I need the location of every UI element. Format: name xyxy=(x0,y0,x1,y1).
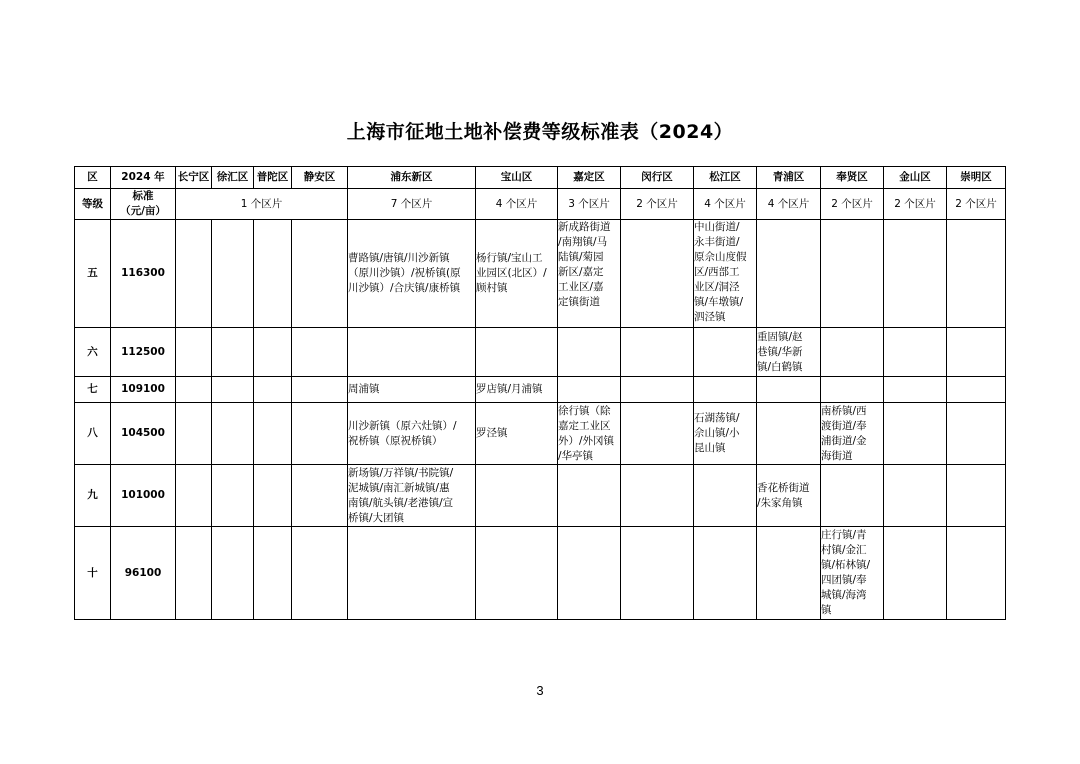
empty-cell xyxy=(212,465,254,527)
empty-cell xyxy=(254,377,292,403)
pudong-towns: 新场镇/万祥镇/书院镇/ 泥城镇/南汇新城镇/惠 南镇/航头镇/老港镇/宣 桥镇/大团镇 xyxy=(348,465,476,527)
header-district-jiading: 嘉定区 xyxy=(558,167,621,189)
empty-cell xyxy=(947,328,1006,377)
grade-cell: 八 xyxy=(75,403,111,465)
header-year-label: 2024 年 xyxy=(111,167,176,189)
pudong-towns: 曹路镇/唐镇/川沙新镇 （原川沙镇）/祝桥镇(原 川沙镇）/合庆镇/康桥镇 xyxy=(348,220,476,328)
empty-cell xyxy=(884,465,947,527)
fengxian-towns: 南桥镇/西 渡街道/奉 浦街道/金 海街道 xyxy=(821,403,884,465)
empty-cell xyxy=(884,403,947,465)
empty-cell xyxy=(292,465,348,527)
empty-cell xyxy=(884,377,947,403)
empty-cell xyxy=(621,377,694,403)
empty-cell xyxy=(694,328,757,377)
empty-cell xyxy=(212,377,254,403)
count-central-districts: 1 个区片 xyxy=(176,189,348,220)
empty-cell xyxy=(947,377,1006,403)
empty-cell xyxy=(558,377,621,403)
empty-cell xyxy=(558,328,621,377)
empty-cell xyxy=(694,465,757,527)
empty-cell xyxy=(212,328,254,377)
empty-cell xyxy=(254,328,292,377)
jiading-towns: 新成路街道 /南翔镇/马 陆镇/菊园 新区/嘉定 工业区/嘉 定镇街道 xyxy=(558,220,621,328)
table-row xyxy=(75,328,1006,377)
songjiang-towns: 中山街道/ 永丰街道/ 原佘山度假 区/西部工 业区/洞泾 镇/车墩镇/ 泗泾镇 xyxy=(694,220,757,328)
empty-cell xyxy=(884,328,947,377)
header-district-baoshan: 宝山区 xyxy=(476,167,558,189)
count-baoshan: 4 个区片 xyxy=(476,189,558,220)
header-standard-label: 标准 （元/亩） xyxy=(111,189,176,220)
empty-cell xyxy=(176,220,212,328)
empty-cell xyxy=(348,328,476,377)
grade-cell: 六 xyxy=(75,328,111,377)
count-jinshan: 2 个区片 xyxy=(884,189,947,220)
empty-cell xyxy=(212,403,254,465)
table-row xyxy=(75,377,1006,403)
empty-cell xyxy=(292,527,348,620)
empty-cell xyxy=(254,403,292,465)
jiading-towns: 徐行镇（除 嘉定工业区 外）/外冈镇 /华亭镇 xyxy=(558,403,621,465)
count-qingpu: 4 个区片 xyxy=(757,189,821,220)
fengxian-towns: 庄行镇/青 村镇/金汇 镇/柘林镇/ 四团镇/奉 城镇/海湾 镇 xyxy=(821,527,884,620)
empty-cell xyxy=(176,403,212,465)
header-district-songjiang: 松江区 xyxy=(694,167,757,189)
empty-cell xyxy=(621,328,694,377)
pudong-towns: 周浦镇 xyxy=(348,377,476,403)
header-grade-label: 等级 xyxy=(75,189,111,220)
count-jiading: 3 个区片 xyxy=(558,189,621,220)
page-title: 上海市征地土地补偿费等级标准表（2024） xyxy=(346,121,734,143)
empty-cell xyxy=(694,527,757,620)
empty-cell xyxy=(757,220,821,328)
empty-cell xyxy=(254,527,292,620)
count-chongming: 2 个区片 xyxy=(947,189,1006,220)
empty-cell xyxy=(348,527,476,620)
header-district-qingpu: 青浦区 xyxy=(757,167,821,189)
empty-cell xyxy=(476,527,558,620)
header-district-jingan: 静安区 xyxy=(292,167,348,189)
empty-cell xyxy=(176,328,212,377)
empty-cell xyxy=(212,527,254,620)
qingpu-towns: 重固镇/赵 巷镇/华新 镇/白鹤镇 xyxy=(757,328,821,377)
header-district-fengxian: 奉贤区 xyxy=(821,167,884,189)
empty-cell xyxy=(884,527,947,620)
qingpu-towns: 香花桥街道 /朱家角镇 xyxy=(757,465,821,527)
baoshan-towns: 杨行镇/宝山工 业园区(北区）/ 顾村镇 xyxy=(476,220,558,328)
grade-cell: 五 xyxy=(75,220,111,328)
header-district-changning: 长宁区 xyxy=(176,167,212,189)
compensation-table xyxy=(74,166,1006,620)
empty-cell xyxy=(821,328,884,377)
empty-cell xyxy=(176,465,212,527)
header-district-jinshan: 金山区 xyxy=(884,167,947,189)
grade-cell: 十 xyxy=(75,527,111,620)
empty-cell xyxy=(621,220,694,328)
table-row xyxy=(75,220,1006,328)
empty-cell xyxy=(821,220,884,328)
empty-cell xyxy=(476,465,558,527)
count-pudong: 7 个区片 xyxy=(348,189,476,220)
empty-cell xyxy=(947,465,1006,527)
empty-cell xyxy=(757,403,821,465)
empty-cell xyxy=(884,220,947,328)
header-district-putuo: 普陀区 xyxy=(254,167,292,189)
empty-cell xyxy=(621,527,694,620)
empty-cell xyxy=(292,377,348,403)
empty-cell xyxy=(254,465,292,527)
empty-cell xyxy=(947,220,1006,328)
table-row xyxy=(75,465,1006,527)
empty-cell xyxy=(757,377,821,403)
empty-cell xyxy=(558,465,621,527)
empty-cell xyxy=(621,403,694,465)
price-cell: 104500 xyxy=(111,403,176,465)
empty-cell xyxy=(821,465,884,527)
header-district-label: 区 xyxy=(75,167,111,189)
baoshan-towns: 罗店镇/月浦镇 xyxy=(476,377,558,403)
price-cell: 96100 xyxy=(111,527,176,620)
header-district-chongming: 崇明区 xyxy=(947,167,1006,189)
price-cell: 101000 xyxy=(111,465,176,527)
header-district-minhang: 闵行区 xyxy=(621,167,694,189)
empty-cell xyxy=(292,220,348,328)
empty-cell xyxy=(558,527,621,620)
price-cell: 112500 xyxy=(111,328,176,377)
header-row-counts xyxy=(75,189,1006,220)
pudong-towns: 川沙新镇（原六灶镇）/ 祝桥镇（原祝桥镇） xyxy=(348,403,476,465)
table-row xyxy=(75,527,1006,620)
empty-cell xyxy=(292,403,348,465)
empty-cell xyxy=(821,377,884,403)
empty-cell xyxy=(292,328,348,377)
grade-cell: 九 xyxy=(75,465,111,527)
price-cell: 116300 xyxy=(111,220,176,328)
count-fengxian: 2 个区片 xyxy=(821,189,884,220)
empty-cell xyxy=(947,527,1006,620)
empty-cell xyxy=(176,527,212,620)
count-songjiang: 4 个区片 xyxy=(694,189,757,220)
songjiang-towns: 石湖荡镇/ 佘山镇/小 昆山镇 xyxy=(694,403,757,465)
header-district-pudong: 浦东新区 xyxy=(348,167,476,189)
page-number: 3 xyxy=(536,683,544,698)
empty-cell xyxy=(694,377,757,403)
header-row-districts xyxy=(75,167,1006,189)
empty-cell xyxy=(757,527,821,620)
empty-cell xyxy=(176,377,212,403)
header-district-xuhui: 徐汇区 xyxy=(212,167,254,189)
empty-cell xyxy=(476,328,558,377)
empty-cell xyxy=(212,220,254,328)
baoshan-towns: 罗泾镇 xyxy=(476,403,558,465)
empty-cell xyxy=(254,220,292,328)
table-row xyxy=(75,403,1006,465)
empty-cell xyxy=(621,465,694,527)
count-minhang: 2 个区片 xyxy=(621,189,694,220)
price-cell: 109100 xyxy=(111,377,176,403)
grade-cell: 七 xyxy=(75,377,111,403)
empty-cell xyxy=(947,403,1006,465)
